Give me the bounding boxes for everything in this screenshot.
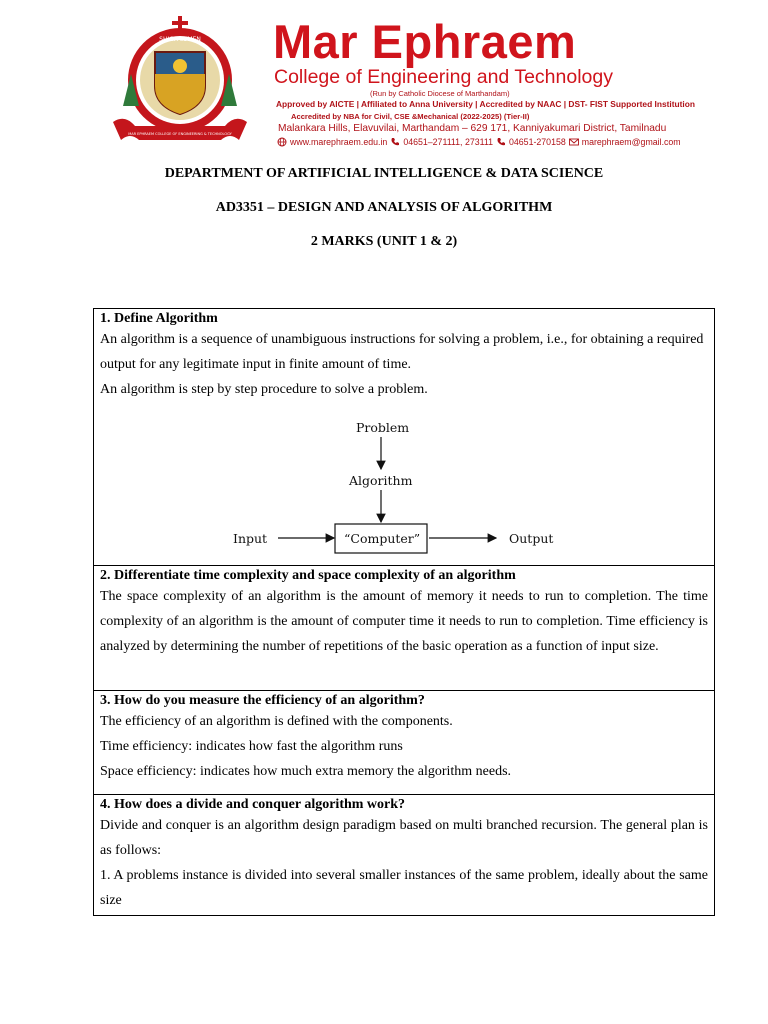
- diagram-computer-label: “Computer”: [344, 531, 421, 546]
- diagram-output-label: Output: [509, 531, 554, 546]
- answer-text: An algorithm is step by step procedure to solve a problem.: [100, 382, 428, 397]
- approval-text: Approved by AICTE | Affiliated to Anna University | Accredited by NAAC | DST- FIST Supported Institution: [276, 99, 695, 109]
- answer-text: 1. A problems instance is divided into several smaller instances of the same problem, ideally about the same size: [100, 868, 708, 908]
- marks-title: 2 MARKS (UNIT 1 & 2): [310, 234, 458, 249]
- phone-icon: [390, 137, 400, 147]
- phone-icon: [496, 137, 506, 147]
- run-by-text: (Run by Catholic Diocese of Marthandam): [370, 89, 510, 98]
- algorithm-diagram: [228, 417, 558, 559]
- answer-text: Space efficiency: indicates how much extra memory the algorithm needs.: [100, 764, 512, 779]
- phone-number-2: 04651-270158: [509, 137, 566, 147]
- diagram-problem-label: Problem: [356, 420, 410, 435]
- question-text: 2. Differentiate time complexity and space complexity of an algorithm: [100, 568, 516, 583]
- contact-line: [277, 137, 768, 147]
- qa-row: [93, 566, 715, 691]
- diagram-input-label: Input: [233, 531, 268, 546]
- course-title: AD3351 – DESIGN AND ANALYSIS OF ALGORITHM: [215, 200, 553, 215]
- diagram-algorithm-label: Algorithm: [349, 473, 413, 488]
- qa-row: [93, 308, 715, 566]
- answer-text: The space complexity of an algorithm is the amount of memory it needs to run to completion. The time complexity of an algorithm is the amount of computer time it needs to run to completion. Time efficiency is analyzed by determining the number of repetitions of the basic operation as a function of input size.: [100, 589, 708, 654]
- mail-icon: [569, 137, 579, 147]
- question-text: 4. How does a divide and conquer algorithm work?: [100, 797, 406, 812]
- department-title: DEPARTMENT OF ARTIFICIAL INTELLIGENCE & DATA SCIENCE: [164, 166, 604, 181]
- qa-table: [93, 308, 715, 916]
- answer-text: The efficiency of an algorithm is defined with the components.: [100, 714, 453, 729]
- qa-row: [93, 795, 715, 916]
- address-text: Malankara Hills, Elavuvilai, Marthandam – 629 171, Kanniyakumari District, Tamilnadu: [278, 123, 667, 134]
- college-subtitle: College of Engineering and Technology: [274, 66, 613, 88]
- qa-row: [93, 691, 715, 795]
- question-text: 1. Define Algorithm: [100, 311, 218, 326]
- accreditation-text: Accredited by NBA for Civil, CSE &Mechanical (2022-2025) (Tier-II): [291, 112, 530, 121]
- college-logo: [105, 14, 255, 148]
- phone-numbers: 04651–271111, 273111: [403, 137, 493, 147]
- college-name: Mar Ephraem: [273, 15, 577, 68]
- logo-ring-text: MAR EPHRAEM COLLEGE OF ENGINEERING & TECHNOLOGY: [128, 132, 232, 136]
- website-link[interactable]: www.marephraem.edu.in: [290, 137, 388, 147]
- letterhead: [0, 0, 768, 150]
- logo-motto: SHIGA LUMEN: [159, 36, 201, 43]
- answer-text: Divide and conquer is an algorithm design paradigm based on multi branched recursion. The general plan is as follows:: [100, 818, 708, 858]
- email-link[interactable]: marephraem@gmail.com: [581, 137, 681, 147]
- globe-icon: [277, 137, 287, 147]
- answer-text: An algorithm is a sequence of unambiguous instructions for solving a problem, i.e., for obtaining a required output for any legitimate input in finite amount of time.: [100, 332, 704, 372]
- answer-text: Time efficiency: indicates how fast the algorithm runs: [100, 739, 403, 754]
- question-text: 3. How do you measure the efficiency of an algorithm?: [100, 693, 425, 708]
